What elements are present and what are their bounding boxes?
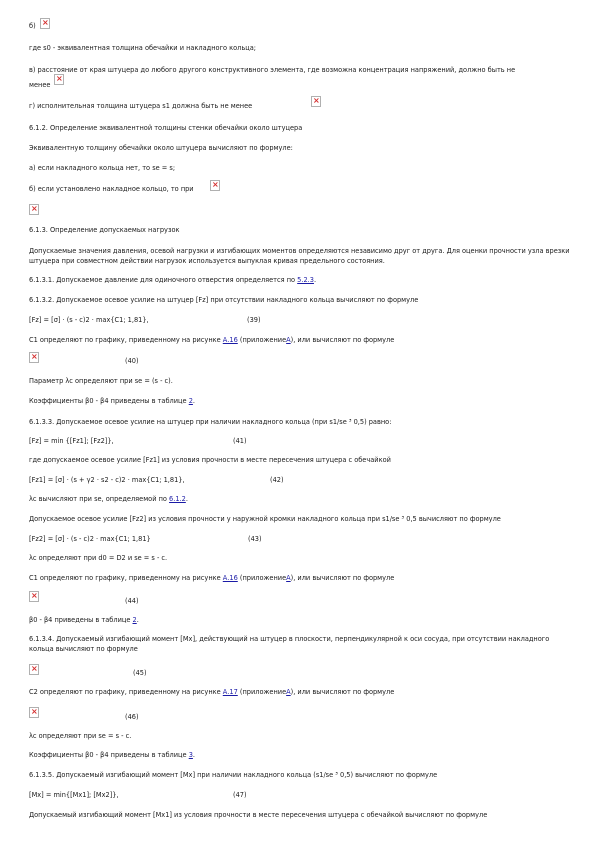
link-appendix-a[interactable]: А bbox=[286, 574, 291, 582]
text-line: λc вычисляют при se, определяемой по 6.1.2. bbox=[29, 495, 188, 503]
formula-image-icon bbox=[29, 204, 39, 215]
text-line: Допускаемое осевое усилие [Fz2] из условия прочности у наружной кромки накладного кольца при s1/se ³ 0,5 вычисляют по формуле bbox=[29, 515, 501, 523]
text-line: 6.1.3.5. Допускаемый изгибающий момент [Mx] при наличии накладного кольца (s1/se ³ 0,5) вычисляют по формуле bbox=[29, 771, 438, 779]
formula-image-icon bbox=[311, 96, 321, 107]
link-appendix-a[interactable]: А bbox=[286, 336, 291, 344]
text-line: Коэффициенты β0 - β4 приведены в таблице 3. bbox=[29, 751, 196, 759]
text-line: C2 определяют по графику, приведенному на рисунке А.17 (приложениеА), или вычисляют по формуле bbox=[29, 688, 395, 696]
text-line: где s0 - эквивалентная толщина обечайки и накладного кольца; bbox=[29, 44, 257, 52]
link-figure-a16[interactable]: А.16 bbox=[222, 336, 238, 344]
formula-number: (42) bbox=[270, 476, 284, 484]
formula-number: (43) bbox=[248, 535, 262, 543]
formula-42: [Fz1] = [σ] · (s + γ2 · s2 - c)2 · max{C1; 1,81}, bbox=[29, 476, 185, 484]
formula-number: (44) bbox=[125, 597, 139, 605]
link-figure-a16[interactable]: А.16 bbox=[222, 574, 238, 582]
formula-number: (46) bbox=[125, 713, 139, 721]
formula-43: [Fz2] = [σ] · (s - c)2 · max{C1; 1,81} bbox=[29, 535, 151, 543]
text-line: β0 - β4 приведены в таблице 2. bbox=[29, 616, 139, 624]
formula-number: (47) bbox=[233, 791, 247, 799]
text-line: λc определяют при se = s - c. bbox=[29, 732, 132, 740]
section-heading: 6.1.2. Определение эквивалентной толщины стенки обечайки около штуцера bbox=[29, 124, 303, 132]
formula-image-icon bbox=[29, 664, 39, 675]
text-line: а) если накладного кольца нет, то se = s; bbox=[29, 164, 176, 172]
link-6-1-2[interactable]: 6.1.2 bbox=[169, 495, 186, 503]
text-line: 6.1.3.2. Допускаемое осевое усилие на штуцер [Fz] при отсутствии накладного кольца вычисляют по формуле bbox=[29, 296, 419, 304]
formula-image-icon bbox=[40, 18, 50, 29]
text-line: C1 определяют по графику, приведенному на рисунке А.16 (приложениеА), или вычисляют по формуле bbox=[29, 574, 395, 582]
text-line: где допускаемое осевое усилие [Fz1] из условия прочности в месте пересечения штуцера с обечайкой bbox=[29, 456, 391, 464]
formula-image-icon bbox=[29, 352, 39, 363]
text-line: Допускаемый изгибающий момент [Mx1] из условия прочности в месте пересечения штуцера с обечайкой вычисляют по формуле bbox=[29, 811, 488, 819]
text-line: 6.1.3.1. Допускаемое давление для одиночного отверстия определяется по 5.2.3. bbox=[29, 276, 317, 284]
paragraph: 6.1.3.4. Допускаемый изгибающий момент [Mx], действующий на штуцер в плоскости, перпендикулярной к оси сосуда, при отсутствии накладного кольца вычисляют по формуле bbox=[29, 635, 550, 653]
formula-47: [Mx] = min{[Mx1]; [Mx2]}, bbox=[29, 791, 119, 799]
formula-number: (40) bbox=[125, 357, 139, 365]
item-b bbox=[29, 22, 573, 31]
link-table-3[interactable]: 3 bbox=[188, 751, 193, 759]
text-line: C1 определяют по графику, приведенному на рисунке А.16 (приложениеА), или вычисляют по формуле bbox=[29, 336, 395, 344]
formula-image-icon bbox=[210, 180, 220, 191]
text-line: λc определяют при d0 = D2 и se = s - c. bbox=[29, 554, 168, 562]
link-figure-a17[interactable]: А.17 bbox=[222, 688, 238, 696]
text-line: Параметр λc определяют при se = (s - c). bbox=[29, 377, 173, 385]
formula-number: (39) bbox=[247, 316, 261, 324]
link-table-2[interactable]: 2 bbox=[188, 397, 193, 405]
text-line: менее × bbox=[29, 81, 573, 90]
formula-image-icon bbox=[29, 707, 39, 718]
text-line: б) если установлено накладное кольцо, то при × bbox=[29, 185, 573, 194]
link-appendix-a[interactable]: А bbox=[286, 688, 291, 696]
link-5-2-3[interactable]: 5.2.3 bbox=[297, 276, 314, 284]
formula-41: [Fz] = min {[Fz1]; [Fz2]}, bbox=[29, 437, 114, 445]
formula-number: (45) bbox=[133, 669, 147, 677]
text-line: в) расстояние от края штуцера до любого другого конструктивного элемента, где возможна концентрация напряжений, должно быть не bbox=[29, 66, 516, 74]
formula-number: (41) bbox=[233, 437, 247, 445]
item-b-text: б) bbox=[29, 22, 36, 30]
link-table-2[interactable]: 2 bbox=[132, 616, 137, 624]
text-line: Коэффициенты β0 - β4 приведены в таблице 2. bbox=[29, 397, 196, 405]
text-line: 6.1.3.3. Допускаемое осевое усилие на штуцер при наличии накладного кольца (при s1/se ³ 0,5) равно: bbox=[29, 418, 392, 426]
text-line: г) исполнительная толщина штуцера s1 должна быть не менее × bbox=[29, 102, 573, 111]
paragraph: Допускаемые значения давления, осевой нагрузки и изгибающих моментов определяются независимо друг от друга. Для оценки прочности узла врезки штуцера при совместном действии нагрузок используется выпуклая кривая предельного состояния. bbox=[29, 247, 570, 265]
formula-image-icon bbox=[29, 591, 39, 602]
formula-image-icon bbox=[54, 74, 64, 85]
formula-39: [Fz] = [σ] · (s - c)2 · max{C1; 1,81}, bbox=[29, 316, 149, 324]
text-line: Эквивалентную толщину обечайки около штуцера вычисляют по формуле: bbox=[29, 144, 293, 152]
section-heading: 6.1.3. Определение допускаемых нагрузок bbox=[29, 226, 180, 234]
